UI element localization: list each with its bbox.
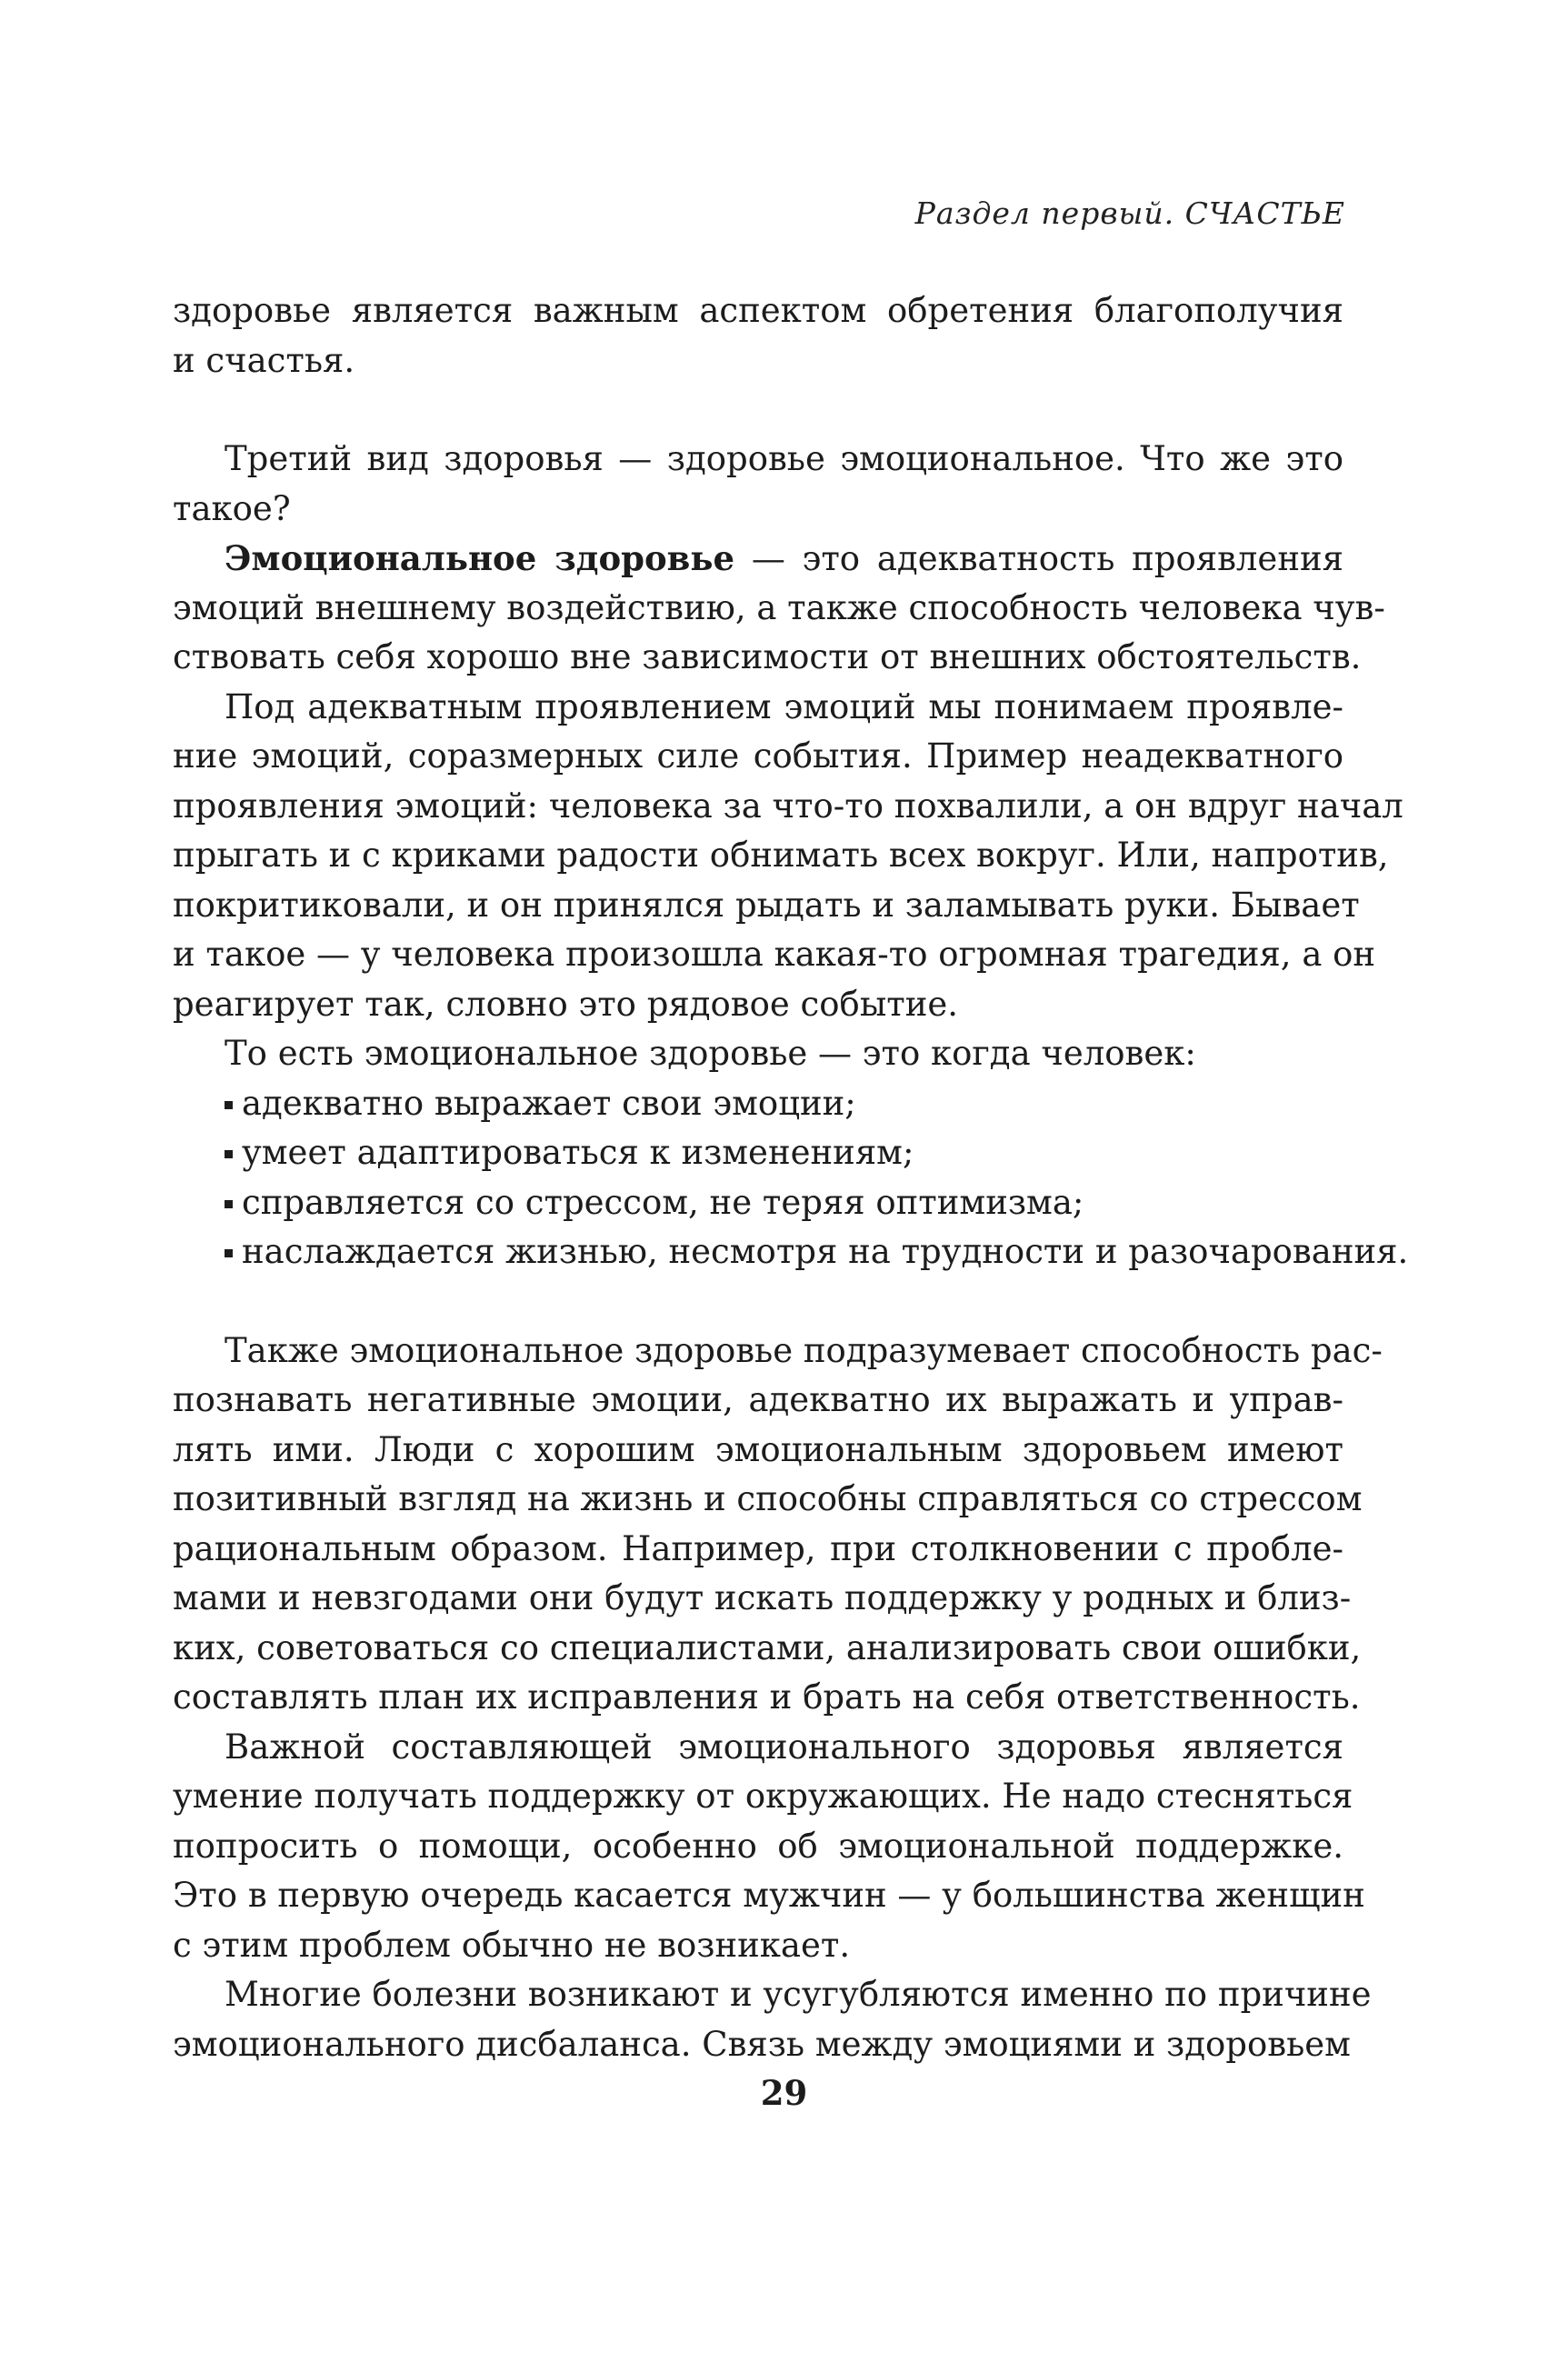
text-line: реагирует так, словно это рядовое событие. [173,984,959,1024]
paragraph-gap [173,1277,1343,1327]
text-line: мами и невзгодами они будут искать поддержку у родных и близ- [173,1578,1352,1617]
text-line: лять ими. Люди с хорошим эмоциональным здоровьем имеют [173,1429,1343,1469]
text-line: проявления эмоций: человека за что-то похвалили, а он вдруг начал [173,786,1403,826]
text-line: такое? [173,488,291,528]
list-item: умеет адаптироваться к изменениям; [173,1128,1343,1178]
text-line: покритиковали, и он принялся рыдать и заламывать руки. Бывает [173,885,1360,925]
text-line: эмоций внешнему воздействию, а также способность человека чув- [173,587,1385,627]
text-line: прыгать и с криками радости обнимать всех вокруг. Или, напротив, [173,836,1389,875]
square-bullet-icon [225,1200,233,1208]
running-head: Раздел первый. СЧАСТЬЕ [914,195,1345,231]
text-line: эмоционального дисбаланса. Связь между эмоциями и здоровьем [173,2024,1351,2064]
text-line: составлять план их исправления и брать на себя ответственность. [173,1677,1361,1717]
paragraph-gap [173,385,1343,435]
square-bullet-icon [225,1101,233,1109]
list-item: адекватно выражает свои эмоции; [173,1079,1343,1129]
list-item: наслаждается жизнью, несмотря на трудности и разочарования. [173,1227,1343,1277]
defined-term: Эмоциональное здоровье [225,538,735,578]
text-line: и такое — у человека произошла какая-то огромная трагедия, а он [173,935,1376,974]
text-line: ствовать себя хорошо вне зависимости от внешних обстоятельств. [173,637,1362,676]
body-text [173,286,1409,2069]
definition-text: — это адекватность проявления [734,539,1343,578]
text-line: с этим проблем обычно не возникает. [173,1925,851,1965]
text-line: и счастья. [173,340,355,380]
text-line: познавать негативные эмоции, адекватно их выражать и управ- [173,1380,1343,1419]
text-line: умение получать поддержку от окружающих. Не надо стесняться [173,1777,1353,1816]
text-line: Важной составляющей эмоционального здоровья является [225,1727,1343,1767]
text-line: ние эмоций, соразмерных силе события. Пример неадекватного [173,736,1343,776]
list-item: справляется со стрессом, не теряя оптимизма; [173,1178,1343,1228]
text-line: ких, советоваться со специалистами, анализировать свои ошибки, [173,1627,1362,1667]
text-line: Многие болезни возникают и усугубляются именно по причине [225,1975,1372,2014]
text-line: Также эмоциональное здоровье подразумевает способность рас- [225,1330,1383,1370]
definition-line [173,534,1343,584]
text-line: здоровье является важным аспектом обретения благополучия [173,291,1343,330]
text-line: позитивный взгляд на жизнь и способны справляться со стрессом [173,1479,1363,1518]
text-line: Это в первую очередь касается мужчин — у большинства женщин [173,1876,1365,1915]
page-number: 29 [760,2073,808,2113]
square-bullet-icon [225,1249,233,1257]
square-bullet-icon [225,1150,233,1158]
text-line: Под адекватным проявлением эмоций мы понимаем проявле- [225,686,1343,726]
text-line: Третий вид здоровья — здоровье эмоциональное. Что же это [225,439,1343,478]
text-line: То есть эмоциональное здоровье — это когда человек: [225,1034,1196,1073]
text-line: рациональным образом. Например, при столкновении с пробле- [173,1528,1343,1568]
text-line: попросить о помощи, особенно об эмоциональной поддержке. [173,1826,1343,1866]
